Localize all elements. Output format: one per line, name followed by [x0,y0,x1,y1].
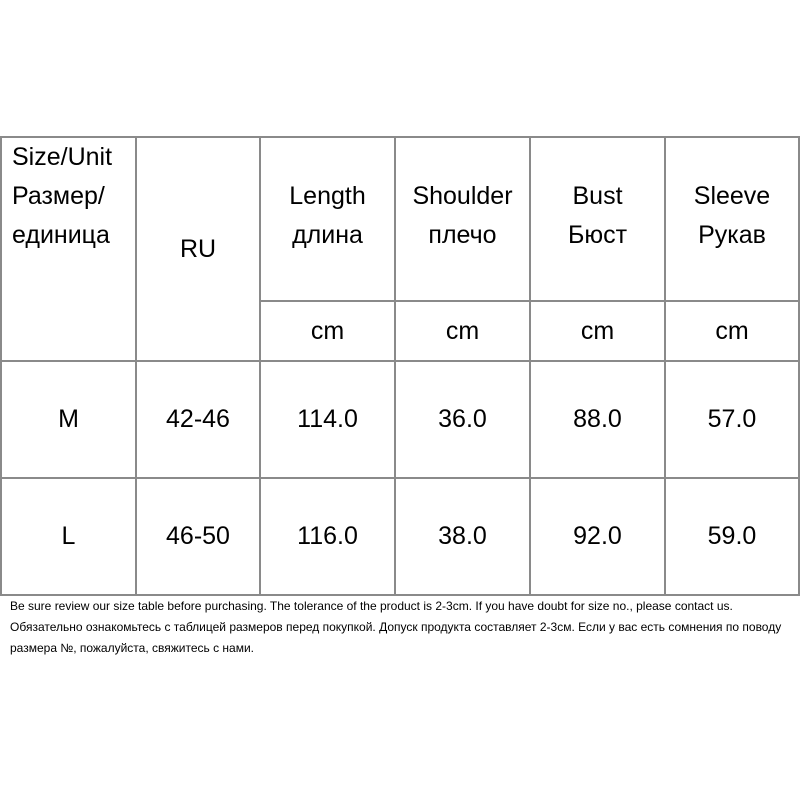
header-bust [531,166,664,266]
unit-sleeve [666,302,798,360]
row-l-sleeve [666,479,798,594]
unit-shoulder [396,302,529,360]
row-l-bust [531,479,664,594]
sleeve-value: 57.0 [707,405,757,434]
bust-value: 88.0 [573,405,622,434]
length-value: 116.0 [297,522,358,551]
sleeve-value: 59.0 [707,522,757,551]
header-shoulder-ru: плечо [428,221,497,249]
header-ru [137,138,259,360]
header-bust-en: Bust [572,182,623,211]
row-m-shoulder [396,362,529,477]
bust-value: 92.0 [573,522,622,551]
row-l-shoulder [396,479,529,594]
row-m-length [261,362,394,477]
header-shoulder-en: Shoulder [412,182,513,211]
header-sleeve-ru: Рукав [698,221,766,249]
header-bust-ru: Бюст [567,221,628,249]
header-length-ru: длина [292,221,363,249]
row-m-ru [137,362,259,477]
row-m-sleeve [666,362,798,477]
shoulder-value: 36.0 [438,405,487,434]
unit-label: cm [580,316,615,345]
size-value: M [58,405,79,434]
shoulder-value: 38.0 [438,522,487,551]
length-value: 114.0 [297,405,358,434]
unit-label: cm [715,316,749,345]
unit-label: cm [445,316,480,345]
unit-bust [531,302,664,360]
header-sleeve-en: Sleeve [693,182,771,211]
header-shoulder [396,166,529,266]
header-sleeve [666,166,798,266]
header-ru-label: RU [179,234,217,263]
note-ru-2: размера №, пожалуйста, свяжитесь с нами. [10,641,255,655]
row-l-size [2,479,135,594]
ru-value: 46-50 [166,522,230,551]
unit-label: cm [310,316,345,345]
header-size-unit [2,138,135,360]
ru-value: 42-46 [166,405,230,434]
row-l-ru [137,479,259,594]
header-length [261,166,394,266]
row-m-size [2,362,135,477]
note-en: Be sure review our size table before purchasing. The tolerance of the product is 2-3cm. If you have doubt for size no., please contact us. [10,599,733,613]
header-length-en: Length [289,182,366,211]
header-size-unit-en: Size/Unit [12,143,113,171]
header-size-unit-ru1: Размер/ [12,181,105,210]
row-l-length [261,479,394,594]
note-ru-1: Обязательно ознакомьтесь с таблицей размеров перед покупкой. Допуск продукта составляет 2-3см. Если у вас есть сомнения по поводу [10,620,782,634]
unit-length [261,302,394,360]
row-m-bust [531,362,664,477]
header-size-unit-ru2: единица [12,220,110,249]
size-value: L [61,522,76,551]
